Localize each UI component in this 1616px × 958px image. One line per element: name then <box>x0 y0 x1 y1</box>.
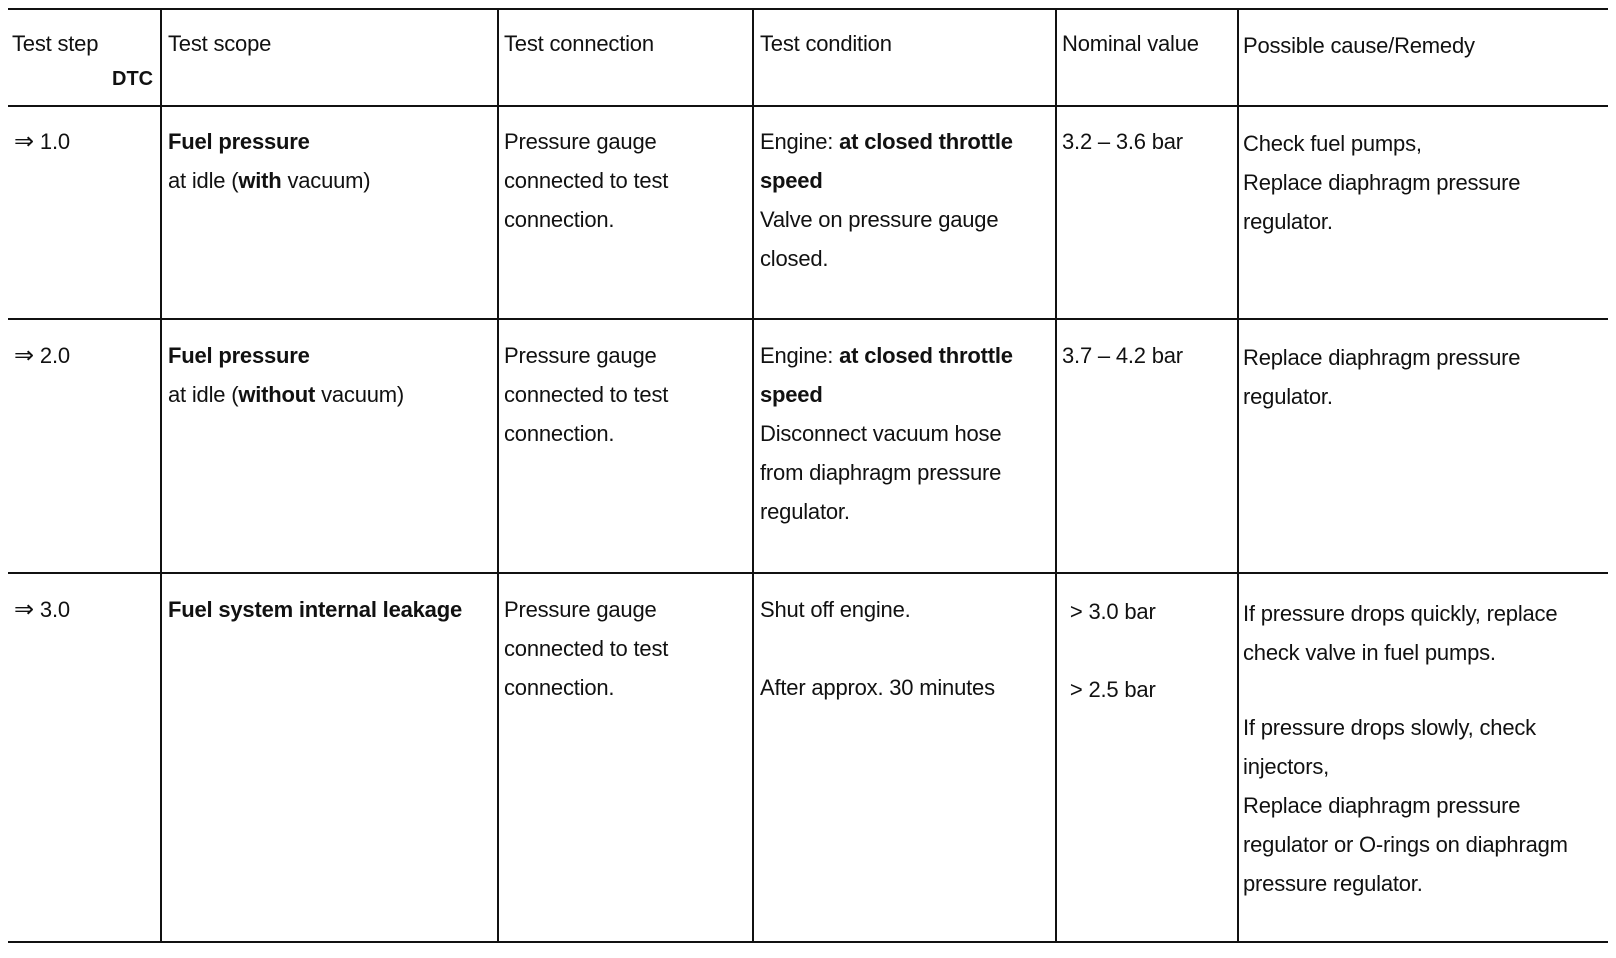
row1-cause: Check fuel pumps, Replace diaphragm pressure regulator. <box>1243 131 1521 234</box>
row3-step-number: 3.0 <box>39 597 70 622</box>
row1-step <box>14 122 70 161</box>
col-divider-5 <box>1237 8 1239 943</box>
row2-scope: Fuel pressure at idle (without vacuum) <box>168 343 405 407</box>
col-divider-3 <box>752 8 754 943</box>
row1-nominal: 3.2 – 3.6 bar <box>1062 129 1183 154</box>
row1-condition: Engine: at closed throttle speed Valve on pressure gauge closed. <box>760 129 1013 271</box>
col-divider-4 <box>1055 8 1057 943</box>
row2-step <box>14 336 70 375</box>
row3-condition: Shut off engine. After approx. 30 minutes <box>760 597 995 700</box>
header-test-scope: Test scope <box>168 31 272 56</box>
row1-bottom-rule <box>8 318 1608 320</box>
row3-nominal: > 3.0 bar > 2.5 bar <box>1064 599 1156 702</box>
row1-connection: Pressure gauge connected to test connection. <box>504 129 669 232</box>
header-bottom-rule <box>8 105 1608 107</box>
table-top-rule <box>8 8 1608 10</box>
row2-cause: Replace diaphragm pressure regulator. <box>1243 345 1521 409</box>
header-test-connection: Test connection <box>504 31 654 56</box>
row3-step <box>14 590 70 629</box>
row2-nominal: 3.7 – 4.2 bar <box>1062 343 1183 368</box>
header-test-condition: Test condition <box>760 31 892 56</box>
row3-scope: Fuel system internal leakage <box>168 597 462 622</box>
row1-step-number: 1.0 <box>39 129 70 154</box>
row2-condition: Engine: at closed throttle speed Disconnect vacuum hose from diaphragm pressure regulator. <box>760 343 1013 524</box>
header-dtc: DTC <box>112 68 154 90</box>
arrow-icon: ⇒ <box>14 342 34 369</box>
col-divider-1 <box>160 8 162 943</box>
row2-step-number: 2.0 <box>39 343 70 368</box>
header-test-step <box>12 30 98 58</box>
header-possible-cause: Possible cause/Remedy <box>1243 33 1475 58</box>
arrow-icon: ⇒ <box>14 128 34 155</box>
row1-scope-title: Fuel pressure <box>168 129 310 154</box>
row2-bottom-rule <box>8 572 1608 574</box>
row3-connection: Pressure gauge connected to test connection. <box>504 597 669 700</box>
col-divider-2 <box>497 8 499 943</box>
table-bottom-rule <box>8 941 1608 943</box>
arrow-icon: ⇒ <box>14 596 34 623</box>
header-nominal-value: Nominal value <box>1062 31 1199 56</box>
header-test-step-label: Test step <box>12 31 99 56</box>
row2-connection: Pressure gauge connected to test connection. <box>504 343 669 446</box>
row1-scope-detail: at idle (with vacuum) <box>168 168 371 193</box>
row1-scope <box>168 122 370 200</box>
row3-cause: If pressure drops quickly, replace check valve in fuel pumps. If pressure drops slowly, check injectors, Replace diaphragm pressure regulator or O-rings on diaphragm pressure regulator. <box>1243 601 1568 896</box>
